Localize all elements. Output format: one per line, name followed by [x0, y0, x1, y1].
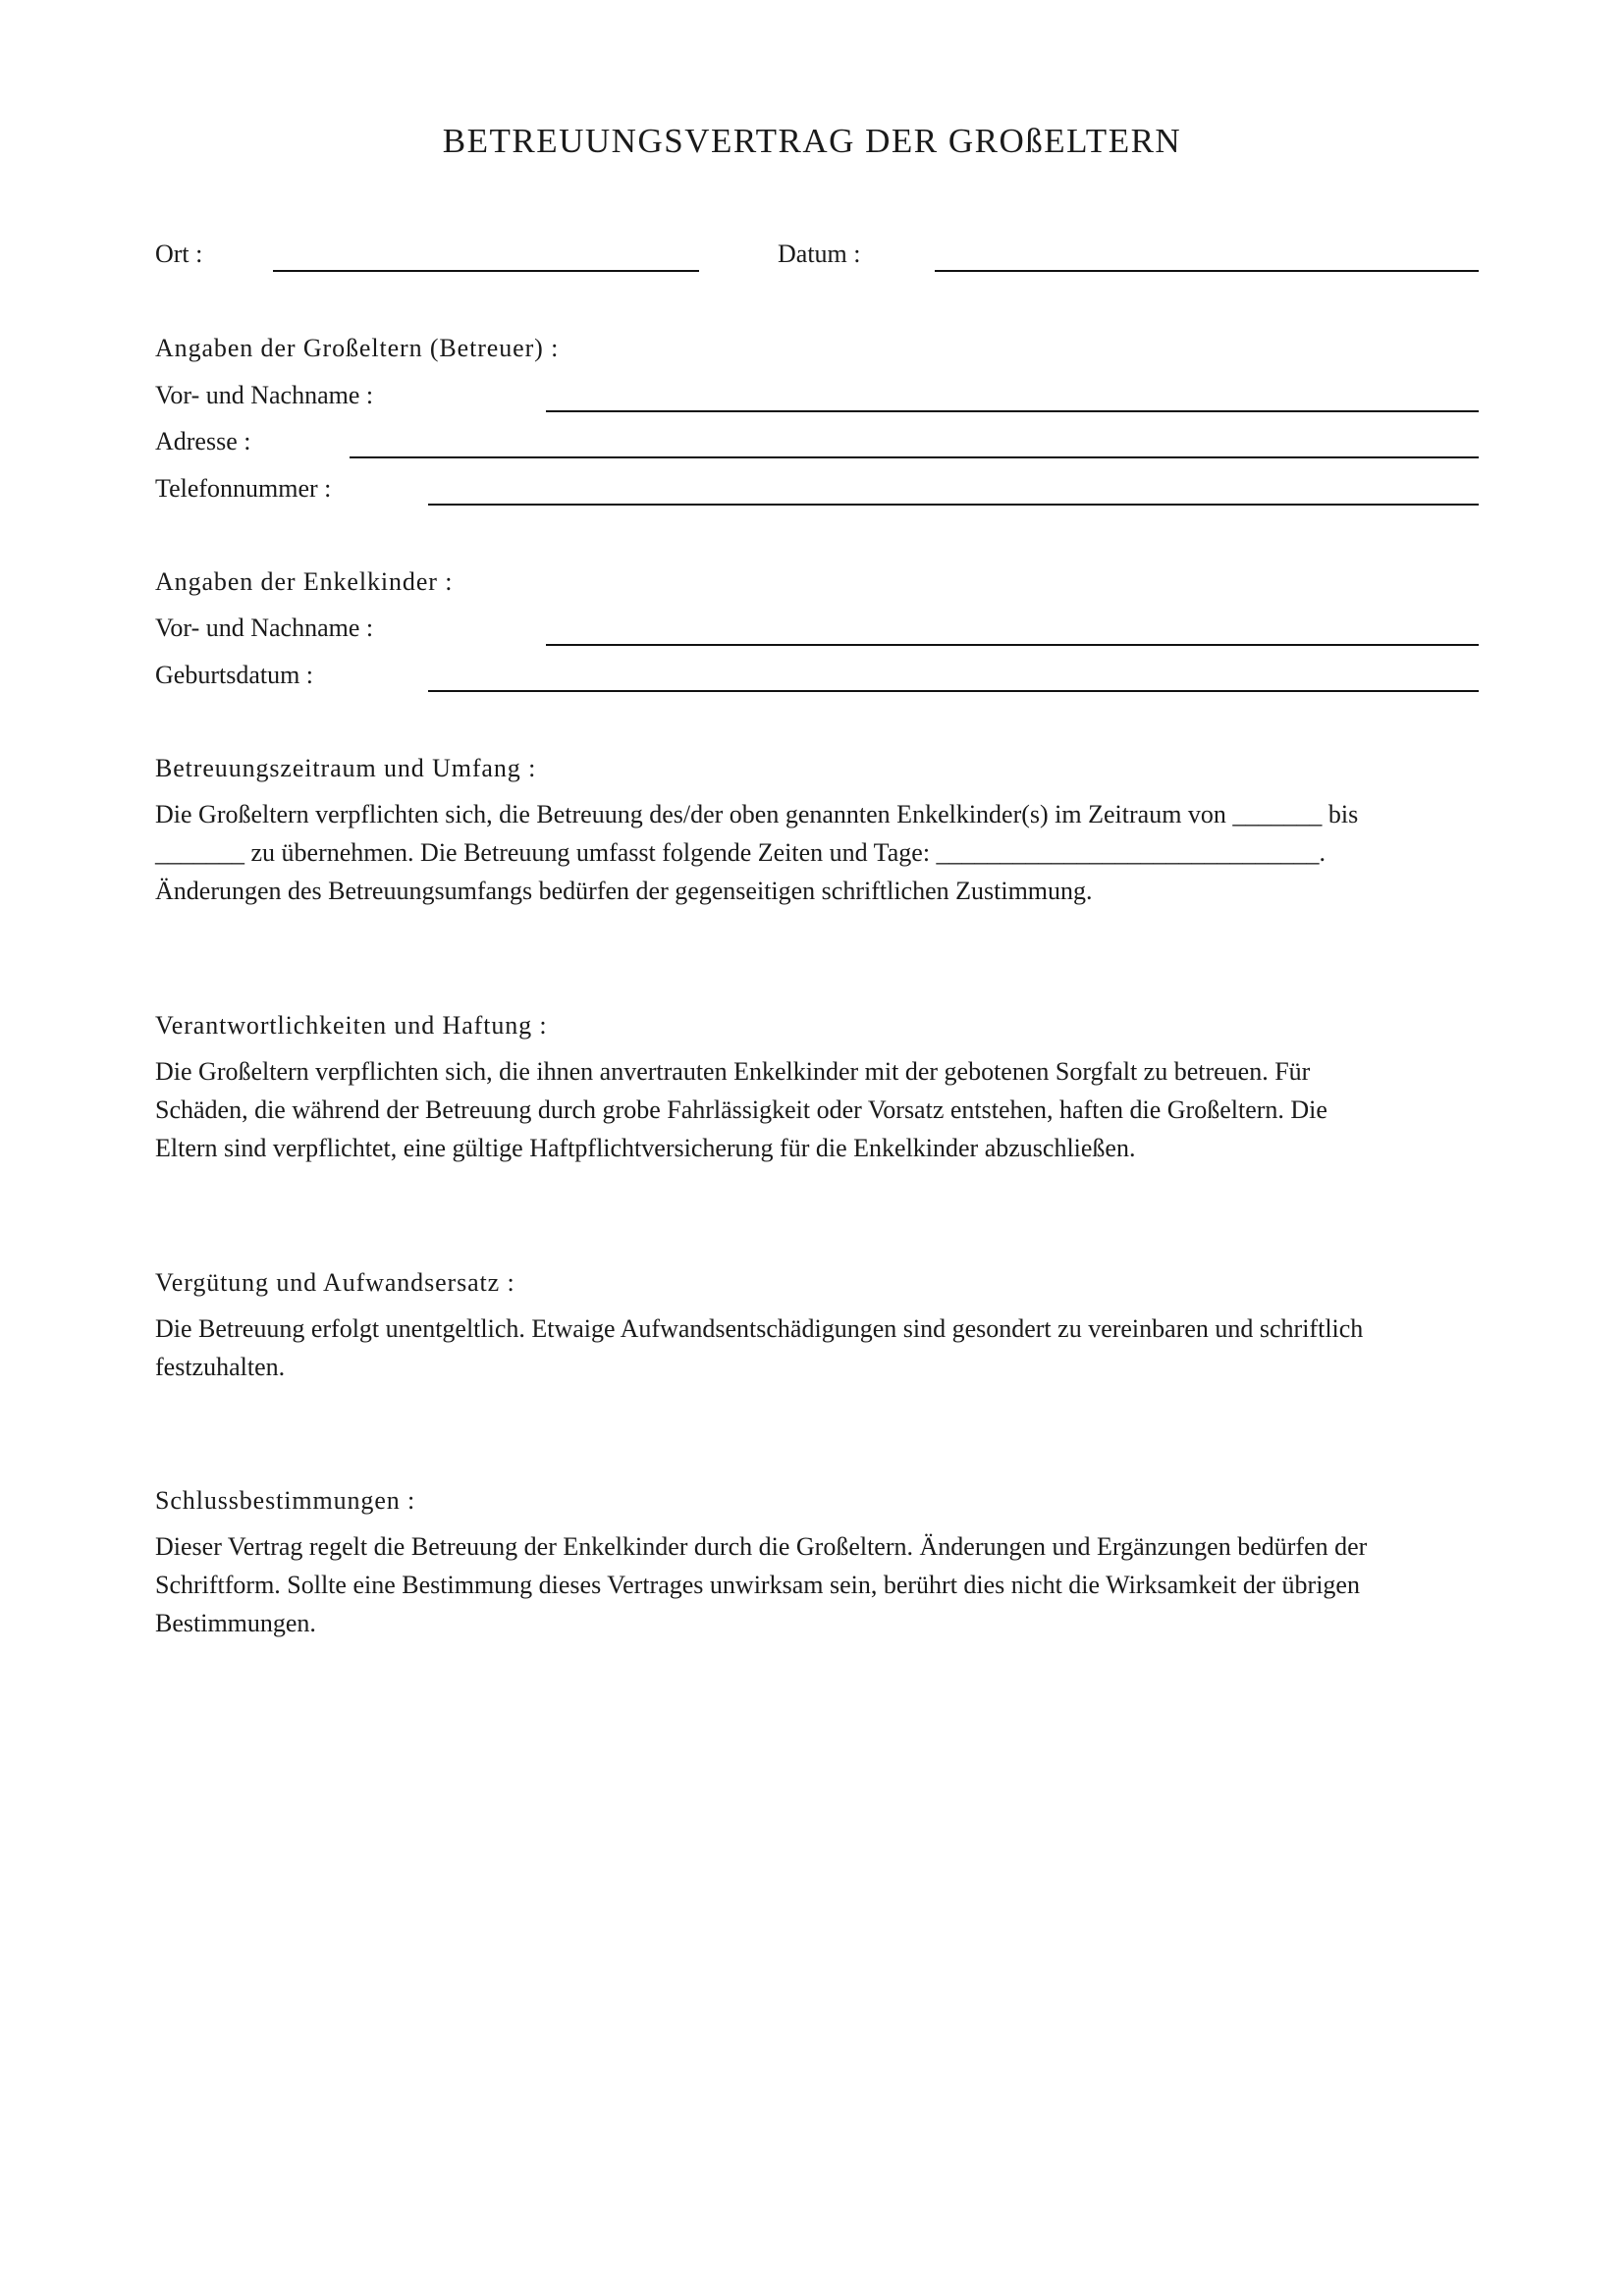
grandparents-name-label: Vor- und Nachname :: [155, 381, 374, 409]
paragraph-line: Schriftform. Sollte eine Bestimmung dieses Vertrages unwirksam sein, berührt dies nicht die Wirksamkeit der übrigen: [155, 1571, 1360, 1599]
paragraph-line: Änderungen des Betreuungsumfangs bedürfen der gegenseitigen schriftlichen Zustimmung.: [155, 877, 1093, 905]
ort-field[interactable]: [273, 270, 699, 272]
grandchildren-heading: Angaben der Enkelkinder :: [155, 567, 454, 596]
paragraph-line: _______ zu übernehmen. Die Betreuung umfasst folgende Zeiten und Tage: ______________________________.: [155, 838, 1326, 867]
paragraph-line: Schäden, die während der Betreuung durch grobe Fahrlässigkeit oder Vorsatz entstehen, haften die Großeltern. Die: [155, 1095, 1327, 1124]
paragraph-line: festzuhalten.: [155, 1353, 286, 1381]
paragraph-line: Die Großeltern verpflichten sich, die ihnen anvertrauten Enkelkinder mit der gebotenen Sorgfalt zu betreuen. Für: [155, 1057, 1311, 1086]
grandchildren-name-field[interactable]: [546, 644, 1479, 646]
paragraph-line: Die Großeltern verpflichten sich, die Betreuung des/der oben genannten Enkelkinder(s) im Zeitraum von _______ bis: [155, 800, 1359, 828]
section-text-final-provisions: [155, 1527, 1490, 1642]
grandchildren-birthdate-label: Geburtsdatum :: [155, 661, 314, 689]
datum-field[interactable]: [935, 270, 1479, 272]
grandparents-name-field[interactable]: [546, 410, 1479, 412]
datum-label: Datum :: [778, 240, 861, 268]
grandparents-address-label: Adresse :: [155, 427, 251, 455]
grandchildren-birthdate-field[interactable]: [428, 690, 1479, 692]
section-heading-care-period: Betreuungszeitraum und Umfang :: [155, 754, 537, 782]
section-heading-responsibility: Verantwortlichkeiten und Haftung :: [155, 1011, 548, 1040]
paragraph-line: Die Betreuung erfolgt unentgeltlich. Etwaige Aufwandsentschädigungen sind gesondert zu vereinbaren und schriftlich: [155, 1314, 1364, 1343]
grandparents-phone-label: Telefonnummer :: [155, 474, 332, 503]
section-heading-final-provisions: Schlussbestimmungen :: [155, 1486, 416, 1515]
document-title: BETREUUNGSVERTRAG DER GROßELTERN: [442, 122, 1182, 160]
paragraph-line: Eltern sind verpflichtet, eine gültige Haftpflichtversicherung für die Enkelkinder abzuschließen.: [155, 1134, 1136, 1162]
ort-label: Ort :: [155, 240, 203, 268]
paragraph-line: Bestimmungen.: [155, 1609, 316, 1637]
section-text-compensation: [155, 1309, 1490, 1386]
grandparents-phone-field[interactable]: [428, 504, 1479, 506]
paragraph-line: Dieser Vertrag regelt die Betreuung der Enkelkinder durch die Großeltern. Änderungen und Ergänzungen bedürfen der: [155, 1532, 1368, 1561]
section-text-responsibility: [155, 1052, 1490, 1167]
grandparents-heading: Angaben der Großeltern (Betreuer) :: [155, 334, 560, 362]
section-text-care-period: [155, 795, 1490, 910]
section-heading-compensation: Vergütung und Aufwandsersatz :: [155, 1268, 515, 1297]
grandchildren-name-label: Vor- und Nachname :: [155, 614, 374, 642]
grandparents-address-field[interactable]: [350, 456, 1479, 458]
